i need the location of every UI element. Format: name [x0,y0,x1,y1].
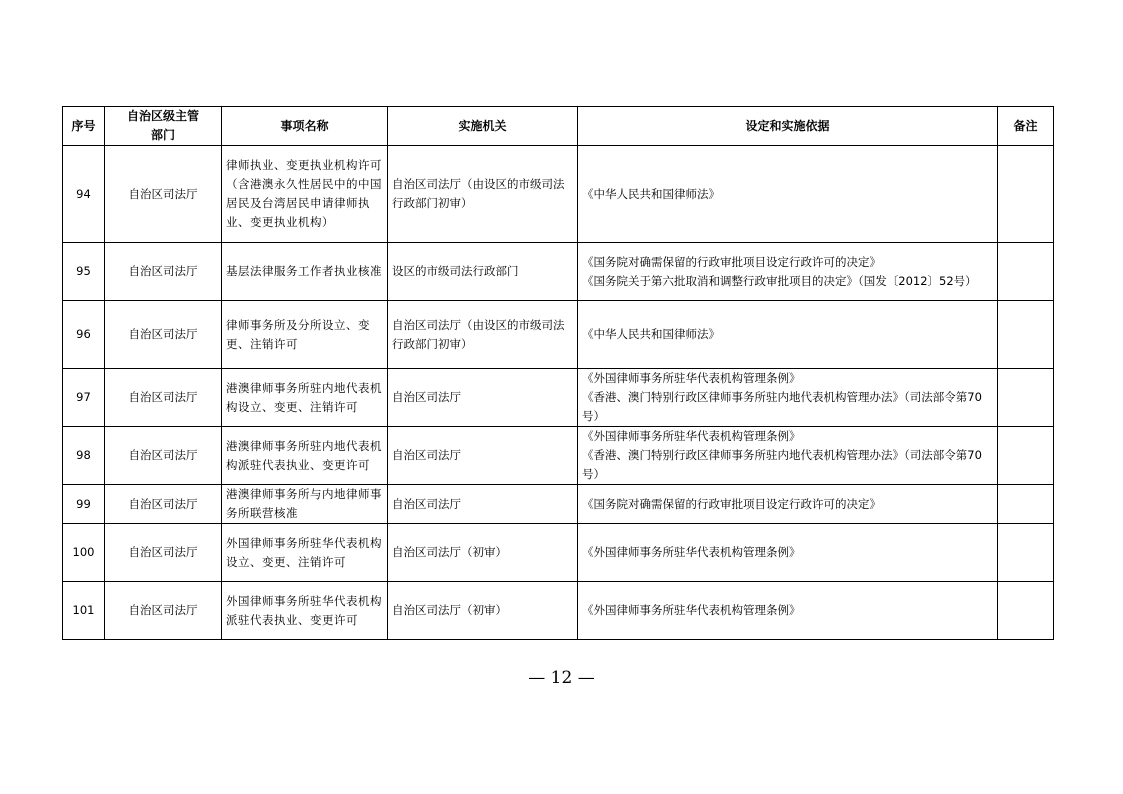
cell-remarks [998,427,1054,485]
cell-seq: 95 [63,243,105,301]
table-row [63,301,1054,369]
cell-seq: 97 [63,369,105,427]
cell-agency: 自治区司法厅 [388,485,578,524]
cell-seq: 99 [63,485,105,524]
cell-dept: 自治区司法厅 [105,427,222,485]
approval-items-table [62,106,1054,640]
cell-dept: 自治区司法厅 [105,146,222,243]
table-header-row [63,107,1054,146]
header-agency: 实施机关 [388,107,578,146]
header-remarks: 备注 [998,107,1054,146]
cell-agency: 自治区司法厅（由设区的市级司法行政部门初审） [388,301,578,369]
basis-line: 《国务院对确需保留的行政审批项目设定行政许可的决定》 [582,496,881,511]
cell-basis [578,369,998,427]
cell-basis [578,301,998,369]
cell-item-name: 港澳律师事务所驻内地代表机构设立、变更、注销许可 [222,369,388,427]
cell-item-name: 港澳律师事务所与内地律师事务所联营核准 [222,485,388,524]
table-row [63,369,1054,427]
cell-item-name: 基层法律服务工作者执业核准 [222,243,388,301]
cell-seq: 101 [63,582,105,640]
cell-item-name: 律师执业、变更执业机构许可（含港澳永久性居民中的中国居民及台湾居民申请律师执业、变更执业机构） [222,146,388,243]
cell-dept: 自治区司法厅 [105,301,222,369]
cell-agency: 自治区司法厅（初审） [388,524,578,582]
cell-remarks [998,485,1054,524]
table-row [63,243,1054,301]
cell-item-name: 外国律师事务所驻华代表机构设立、变更、注销许可 [222,524,388,582]
cell-item-name: 律师事务所及分所设立、变更、注销许可 [222,301,388,369]
cell-basis [578,524,998,582]
cell-basis [578,582,998,640]
cell-remarks [998,301,1054,369]
table-row [63,146,1054,243]
cell-agency: 自治区司法厅（由设区的市级司法行政部门初审） [388,146,578,243]
basis-line: 《香港、澳门特别行政区律师事务所驻内地代表机构管理办法》（司法部令第70号） [582,448,982,481]
cell-basis [578,243,998,301]
cell-remarks [998,582,1054,640]
cell-basis [578,427,998,485]
cell-remarks [998,146,1054,243]
table-body [63,146,1054,640]
cell-basis [578,485,998,524]
cell-item-name: 外国律师事务所驻华代表机构派驻代表执业、变更许可 [222,582,388,640]
table-row [63,427,1054,485]
cell-dept: 自治区司法厅 [105,582,222,640]
cell-basis [578,146,998,243]
basis-line: 《中华人民共和国律师法》 [582,327,720,341]
cell-remarks [998,524,1054,582]
cell-remarks [998,243,1054,301]
basis-line: 《国务院对确需保留的行政审批项目设定行政许可的决定》 [582,254,881,269]
table-row [63,485,1054,524]
basis-line: 《外国律师事务所驻华代表机构管理条例》 [582,603,801,617]
cell-dept: 自治区司法厅 [105,485,222,524]
cell-dept: 自治区司法厅 [105,243,222,301]
cell-seq: 96 [63,301,105,369]
header-seq: 序号 [63,107,105,146]
basis-line: 《香港、澳门特别行政区律师事务所驻内地代表机构管理办法》（司法部令第70号） [582,390,982,423]
header-dept: 自治区级主管部门 [105,107,222,146]
header-basis: 设定和实施依据 [578,107,998,146]
basis-line: 《外国律师事务所驻华代表机构管理条例》 [582,545,801,559]
cell-agency: 自治区司法厅 [388,427,578,485]
cell-seq: 94 [63,146,105,243]
cell-dept: 自治区司法厅 [105,524,222,582]
header-name: 事项名称 [222,107,388,146]
cell-agency: 自治区司法厅（初审） [388,582,578,640]
cell-seq: 98 [63,427,105,485]
basis-line: 《外国律师事务所驻华代表机构管理条例》 [582,429,801,443]
page-number: — 12 — [528,668,595,688]
cell-item-name: 港澳律师事务所驻内地代表机构派驻代表执业、变更许可 [222,427,388,485]
table-row [63,582,1054,640]
cell-seq: 100 [63,524,105,582]
cell-remarks [998,369,1054,427]
basis-line: 《国务院关于第六批取消和调整行政审批项目的决定》（国发〔2012〕52号） [582,273,977,288]
table-row [63,524,1054,582]
basis-line: 《外国律师事务所驻华代表机构管理条例》 [582,371,801,385]
cell-dept: 自治区司法厅 [105,369,222,427]
basis-line: 《中华人民共和国律师法》 [582,186,720,201]
cell-agency: 设区的市级司法行政部门 [388,243,578,301]
cell-agency: 自治区司法厅 [388,369,578,427]
